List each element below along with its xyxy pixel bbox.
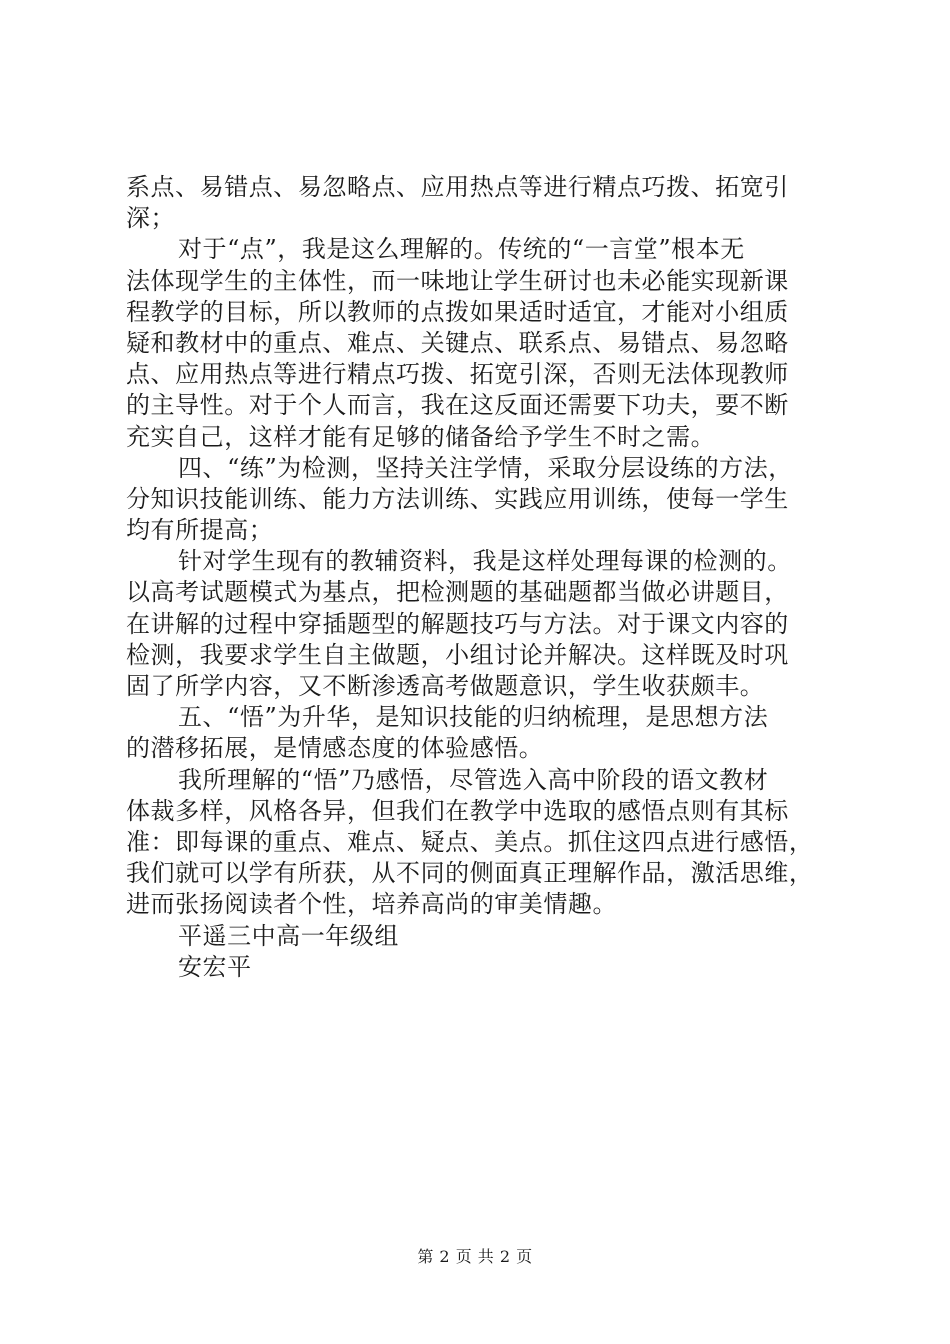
text-line: 固了所学内容，又不断渗透高考做题意识，学生收获颇丰。 bbox=[126, 672, 765, 700]
text-line: 安宏平 bbox=[178, 952, 252, 981]
text-line: 的潜移拓展，是情感态度的体验感悟。 bbox=[126, 734, 544, 763]
text-line: 的主导性。对于个人而言，我在这反面还需要下功夫，要不断 bbox=[126, 391, 789, 420]
text-line: 疑和教材中的重点、难点、关键点、联系点、易错点、易忽略 bbox=[126, 328, 789, 357]
text-line: 在讲解的过程中穿插题型的解题技巧与方法。对于课文内容的 bbox=[126, 609, 789, 638]
text-line: 深； bbox=[126, 204, 176, 233]
text-line: 充实自己，这样才能有足够的储备给予学生不时之需。 bbox=[126, 422, 716, 451]
text-line: 均有所提高； bbox=[126, 516, 274, 545]
text-line: 准：即每课的重点、难点、疑点、美点。抓住这四点进行感悟， bbox=[126, 827, 814, 856]
text-line: 四、“练”为检测，坚持关注学情，采取分层设练的方法， bbox=[178, 453, 793, 482]
text-line: 进而张扬阅读者个性，培养高尚的审美情趣。 bbox=[126, 890, 617, 919]
document-body bbox=[126, 172, 846, 983]
text-line: 法体现学生的主体性，而一味地让学生研讨也未必能实现新课 bbox=[126, 266, 789, 295]
text-line: 检测，我要求学生自主做题，小组讨论并解决。这样既及时巩 bbox=[126, 640, 789, 669]
text-line: 五、“悟”为升华，是知识技能的归纳梳理，是思想方法 bbox=[178, 703, 769, 732]
text-line: 程教学的目标，所以教师的点拨如果适时适宜，才能对小组质 bbox=[126, 297, 789, 326]
text-line: 点、应用热点等进行精点巧拨、拓宽引深，否则无法体现教师 bbox=[126, 360, 789, 389]
text-line: 系点、易错点、易忽略点、应用热点等进行精点巧拨、拓宽引 bbox=[126, 173, 789, 201]
text-line: 我们就可以学有所获，从不同的侧面真正理解作品，激活思维， bbox=[126, 859, 814, 888]
text-line: 对于“点”，我是这么理解的。传统的“一言堂”根本无 bbox=[178, 235, 745, 264]
text-line: 分知识技能训练、能力方法训练、实践应用训练，使每一学生 bbox=[126, 484, 789, 513]
text-line: 针对学生现有的教辅资料，我是这样处理每课的检测的。 bbox=[178, 547, 792, 576]
text-line: 平遥三中高一年级组 bbox=[178, 921, 399, 950]
text-line: 体裁多样，风格各异，但我们在教学中选取的感悟点则有其标 bbox=[126, 796, 789, 825]
text-line: 以高考试题模式为基点，把检测题的基础题都当做必讲题目， bbox=[126, 578, 789, 607]
text-line: 我所理解的“悟”乃感悟，尽管选入高中阶段的语文教材 bbox=[178, 765, 769, 794]
page-footer: 第 2 页 共 2 页 bbox=[417, 1247, 533, 1266]
